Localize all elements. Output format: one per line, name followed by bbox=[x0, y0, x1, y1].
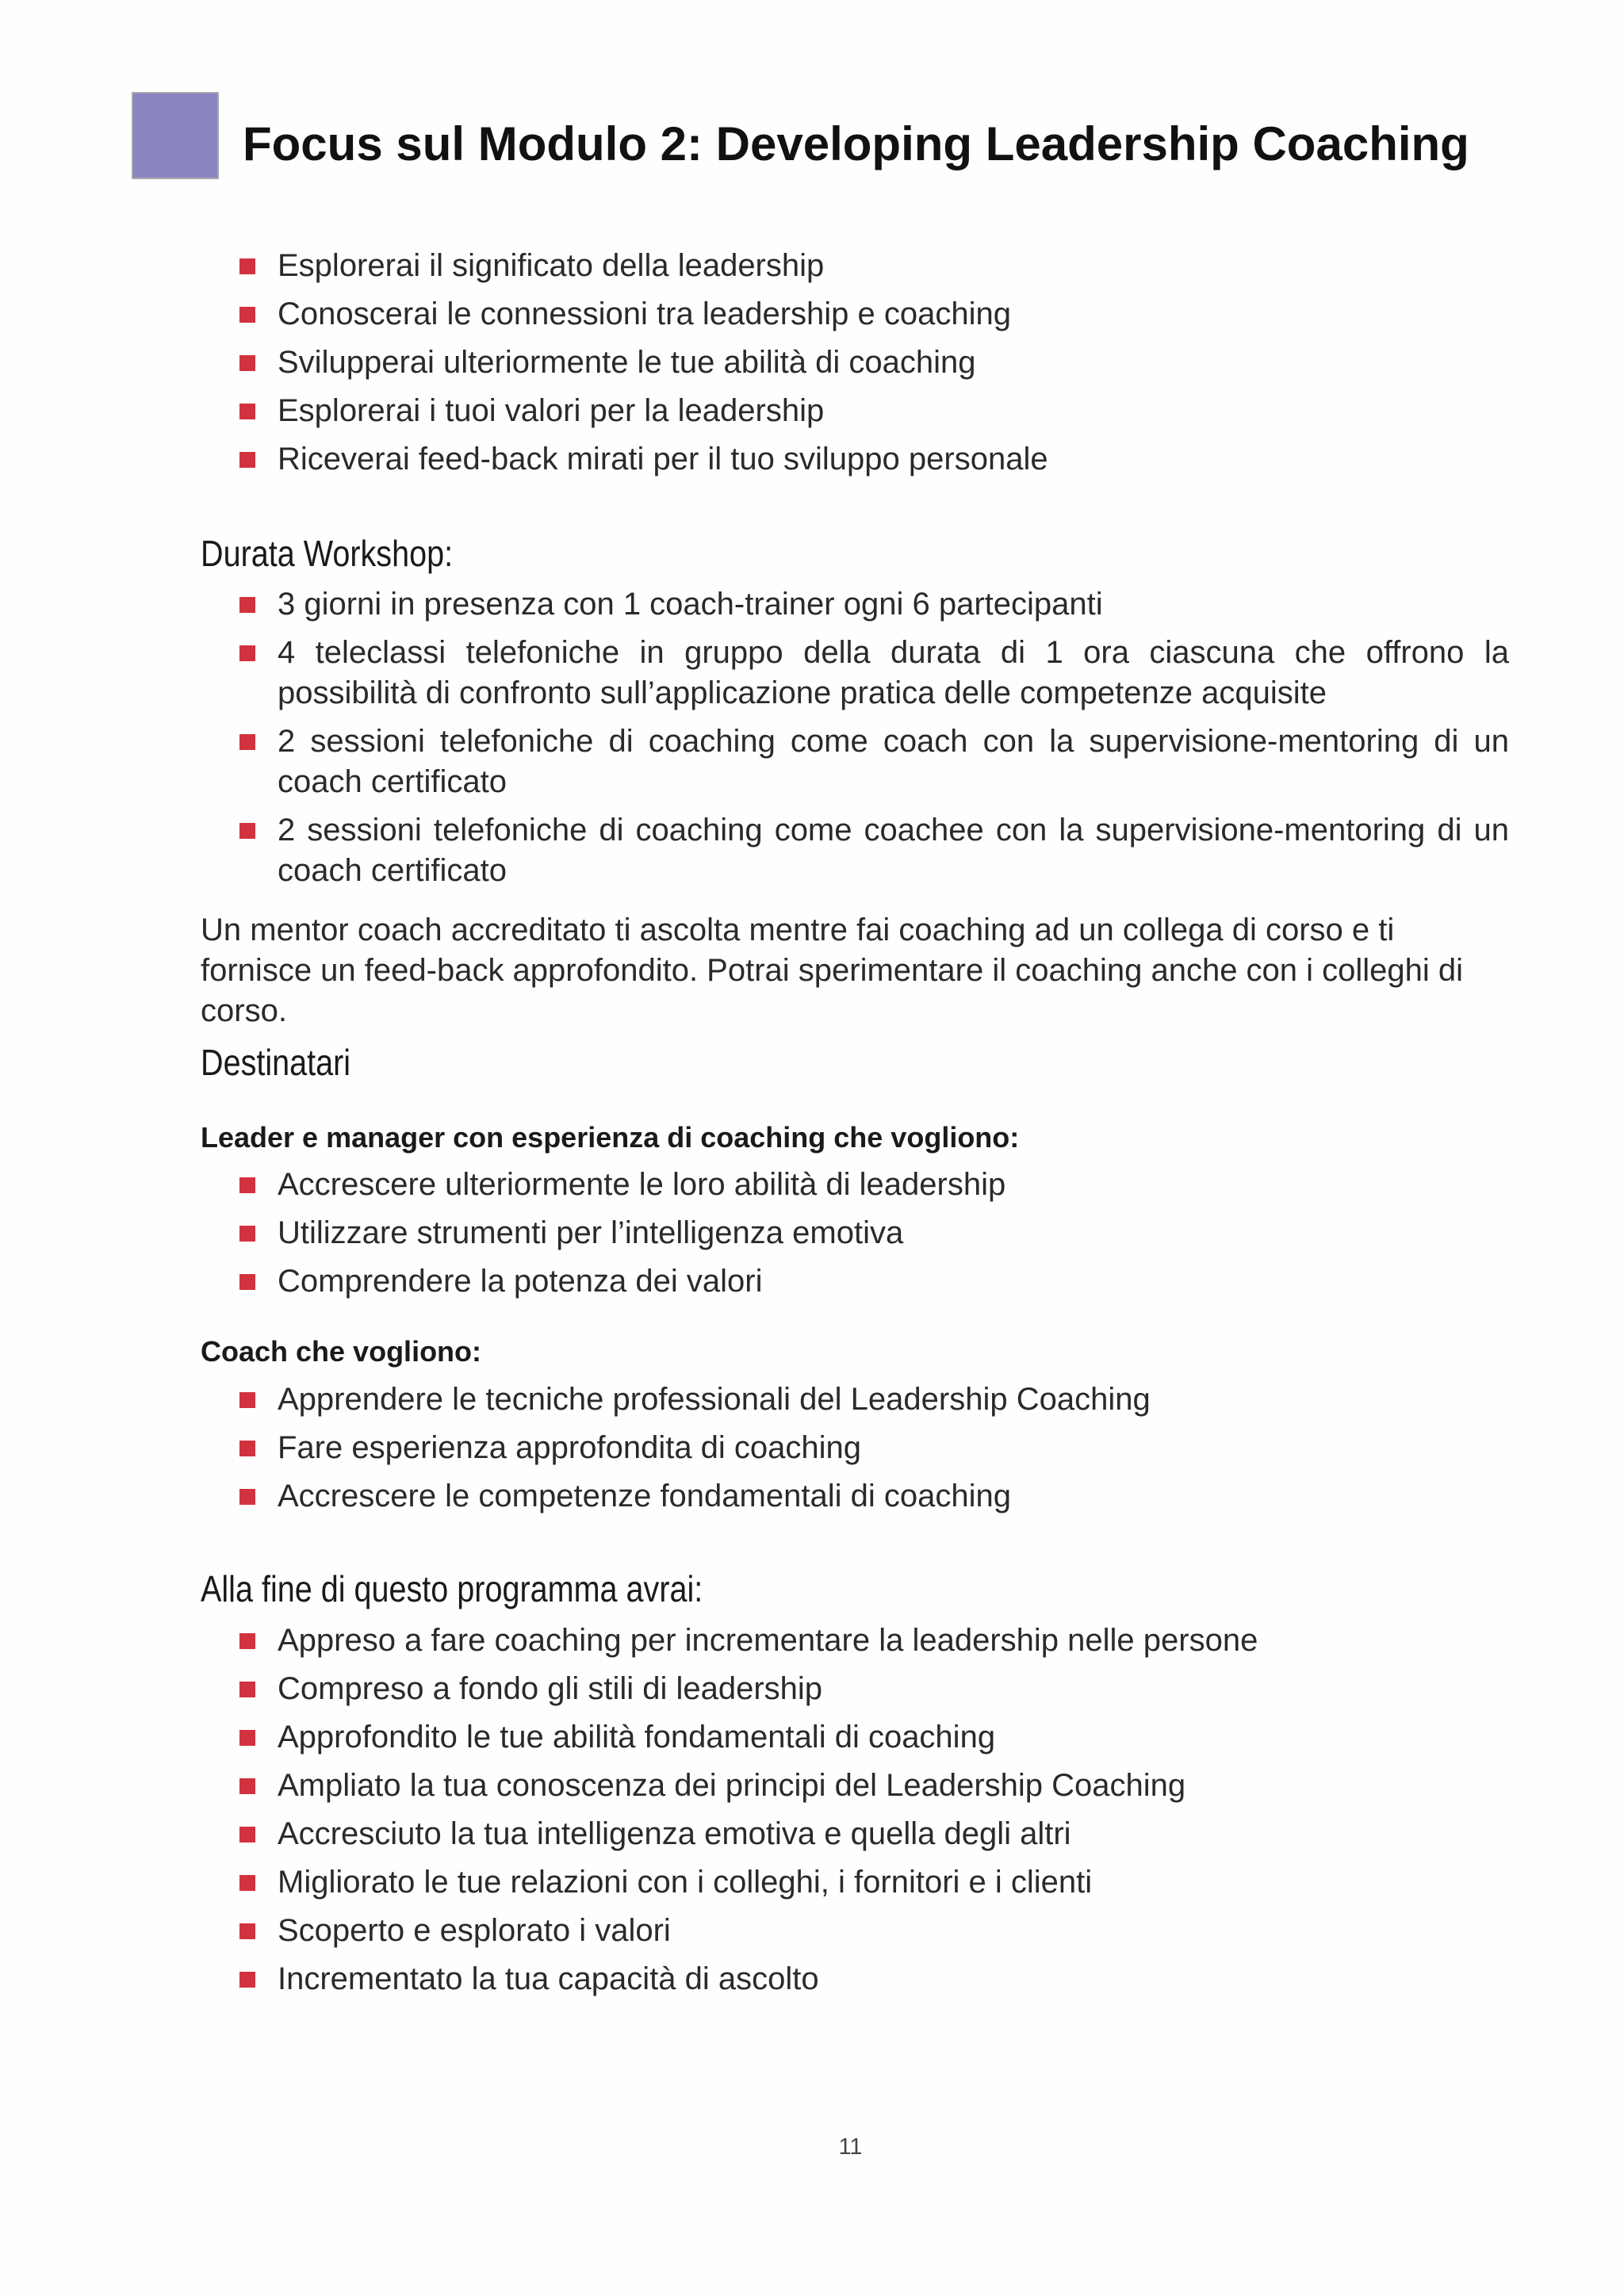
list-item: Esplorerai il significato della leadership bbox=[201, 246, 1580, 286]
destinatari-section-title: Destinatari bbox=[201, 1042, 351, 1083]
bullet-square-icon bbox=[239, 1778, 255, 1794]
list-item: Migliorato le tue relazioni con i colleghi, i fornitori e i clienti bbox=[201, 1862, 1580, 1903]
bullet-square-icon bbox=[239, 1875, 255, 1891]
list-item: 3 giorni in presenza con 1 coach-trainer ogni 6 partecipanti bbox=[201, 584, 1509, 625]
page-number: 11 bbox=[838, 2134, 863, 2160]
bullet-square-icon bbox=[239, 1392, 255, 1408]
list-item: Esplorerai i tuoi valori per la leadership bbox=[201, 391, 1580, 431]
coach-bullet-list bbox=[201, 1380, 1580, 1517]
list-item: Ampliato la tua conoscenza dei principi del Leadership Coaching bbox=[201, 1766, 1580, 1806]
list-item: Appreso a fare coaching per incrementare la leadership nelle persone bbox=[201, 1621, 1580, 1661]
list-item: 4 teleclassi telefoniche in gruppo della durata di 1 ora ciascuna che offrono la possibilità di confronto sull’applicazione pratica delle competenze acquisite bbox=[201, 633, 1509, 714]
durata-section-title: Durata Workshop: bbox=[201, 533, 454, 574]
bullet-square-icon bbox=[239, 452, 255, 468]
leader-subheading: Leader e manager con esperienza di coaching che vogliono: bbox=[201, 1121, 1020, 1154]
bullet-square-icon bbox=[239, 1682, 255, 1697]
outcomes-section-title: Alla fine di questo programma avrai: bbox=[201, 1568, 703, 1609]
bullet-square-icon bbox=[239, 1177, 255, 1193]
list-item: Svilupperai ulteriormente le tue abilità di coaching bbox=[201, 342, 1580, 383]
bullet-square-icon bbox=[239, 1226, 255, 1242]
list-item: Compreso a fondo gli stili di leadership bbox=[201, 1669, 1580, 1709]
page-header bbox=[132, 92, 1583, 181]
bullet-square-icon bbox=[239, 645, 255, 661]
list-item: 2 sessioni telefoniche di coaching come coach con la supervisione-mentoring di un coach certificato bbox=[201, 721, 1509, 802]
bullet-square-icon bbox=[239, 1923, 255, 1939]
bullet-square-icon bbox=[239, 1730, 255, 1746]
leader-bullet-list bbox=[201, 1165, 1580, 1302]
list-item: Approfondito le tue abilità fondamentali di coaching bbox=[201, 1717, 1580, 1758]
intro-bullet-list bbox=[201, 246, 1580, 480]
bullet-square-icon bbox=[239, 1827, 255, 1843]
bullet-square-icon bbox=[239, 1972, 255, 1988]
durata-bullet-list bbox=[201, 584, 1509, 891]
list-item: Comprendere la potenza dei valori bbox=[201, 1261, 1580, 1302]
bullet-square-icon bbox=[239, 734, 255, 750]
list-item: Fare esperienza approfondita di coaching bbox=[201, 1428, 1580, 1468]
bullet-square-icon bbox=[239, 1274, 255, 1290]
coach-subheading: Coach che vogliono: bbox=[201, 1335, 482, 1368]
bullet-square-icon bbox=[239, 1633, 255, 1649]
durata-paragraph: Un mentor coach accreditato ti ascolta mentre fai coaching ad un collega di corso e ti fornisce un feed-back approfondito. Potrai sperimentare il coaching anche con i colleghi di corso. bbox=[201, 913, 1464, 1028]
bullet-square-icon bbox=[239, 258, 255, 274]
list-item: 2 sessioni telefoniche di coaching come coachee con la supervisione-mentoring di un coach certificato bbox=[201, 810, 1509, 891]
list-item: Utilizzare strumenti per l’intelligenza emotiva bbox=[201, 1213, 1580, 1253]
bullet-square-icon bbox=[239, 823, 255, 839]
bullet-square-icon bbox=[239, 1441, 255, 1456]
bullet-square-icon bbox=[239, 1489, 255, 1505]
bullet-square-icon bbox=[239, 307, 255, 323]
bullet-square-icon bbox=[239, 404, 255, 419]
list-item: Conoscerai le connessioni tra leadership e coaching bbox=[201, 294, 1580, 335]
list-item: Accrescere le competenze fondamentali di coaching bbox=[201, 1476, 1580, 1517]
bullet-square-icon bbox=[239, 355, 255, 371]
list-item: Incrementato la tua capacità di ascolto bbox=[201, 1959, 1580, 1999]
bullet-square-icon bbox=[239, 597, 255, 613]
outcomes-bullet-list bbox=[201, 1621, 1580, 1999]
list-item: Accresciuto la tua intelligenza emotiva e quella degli altri bbox=[201, 1814, 1580, 1854]
list-item: Apprendere le tecniche professionali del Leadership Coaching bbox=[201, 1380, 1580, 1420]
header-accent-square bbox=[132, 92, 219, 179]
list-item: Riceverai feed-back mirati per il tuo sviluppo personale bbox=[201, 439, 1580, 480]
list-item: Accrescere ulteriormente le loro abilità di leadership bbox=[201, 1165, 1580, 1205]
list-item: Scoperto e esplorato i valori bbox=[201, 1911, 1580, 1951]
page-title: Focus sul Modulo 2: Developing Leadership Coaching bbox=[243, 117, 1469, 170]
